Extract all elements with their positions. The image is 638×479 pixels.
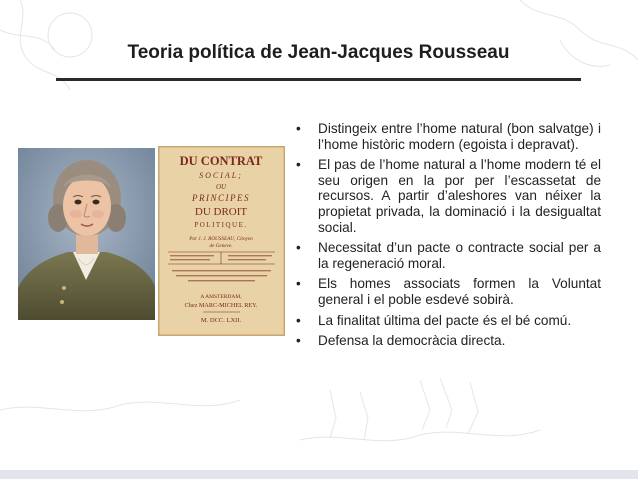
bullet-marker: •	[296, 276, 301, 292]
bullet-marker: •	[296, 312, 301, 328]
rousseau-portrait-image	[18, 148, 155, 320]
bullet-text: La finalitat última del pacte és el bé comú.	[318, 312, 572, 328]
bullet-list	[296, 121, 601, 354]
bullet-item	[296, 121, 601, 152]
book-line5: DU DROIT	[194, 206, 248, 218]
book-line1: DU CONTRAT	[179, 154, 263, 168]
bullet-marker: •	[296, 240, 301, 256]
book-line3: OU	[215, 183, 227, 191]
bullet-item	[296, 276, 601, 307]
slide-title: Teoria política de Jean-Jacques Rousseau	[127, 42, 510, 63]
book-place: A AMSTERDAM,	[200, 294, 242, 300]
bullet-item	[296, 157, 601, 235]
bullet-text: Defensa la democràcia directa.	[318, 333, 506, 349]
book-line6: POLITIQUE.	[194, 221, 248, 229]
bullet-marker: •	[296, 157, 301, 173]
bullet-text: Els homes associats formen la Voluntat general i el poble esdevé sobirà.	[318, 276, 601, 307]
book-line4: PRINCIPES	[192, 193, 250, 203]
book-line7: Par J. J. ROUSSEAU, Citoyen	[189, 236, 253, 242]
book-line8: de Geneve.	[209, 243, 233, 249]
book-publisher: Chez MARC-MICHEL REY.	[184, 302, 258, 309]
bullet-marker: •	[296, 121, 301, 136]
book-line2: SOCIAL;	[199, 171, 243, 180]
bullet-text: Distingeix entre l’home natural (bon salvatge) i l’home històric modern (egoista i depravat).	[318, 121, 601, 152]
title-underline	[56, 78, 581, 81]
bullet-item	[296, 313, 601, 329]
bullet-text: Necessitat d’un pacte o contracte social per a la regeneració moral.	[318, 240, 601, 271]
bullet-marker: •	[296, 333, 301, 349]
bullet-text: El pas de l’home natural a l’home modern té el seu origen en la por per l’escassetat de recursos. A partir d’aleshores van néixer la propietat privada, la dominació i la desigualtat social.	[318, 157, 601, 235]
book-year: M. DCC. LXII.	[200, 317, 242, 324]
bullet-item	[296, 240, 601, 271]
bullet-item	[296, 333, 601, 349]
contrat-social-title-page-image	[158, 146, 285, 336]
